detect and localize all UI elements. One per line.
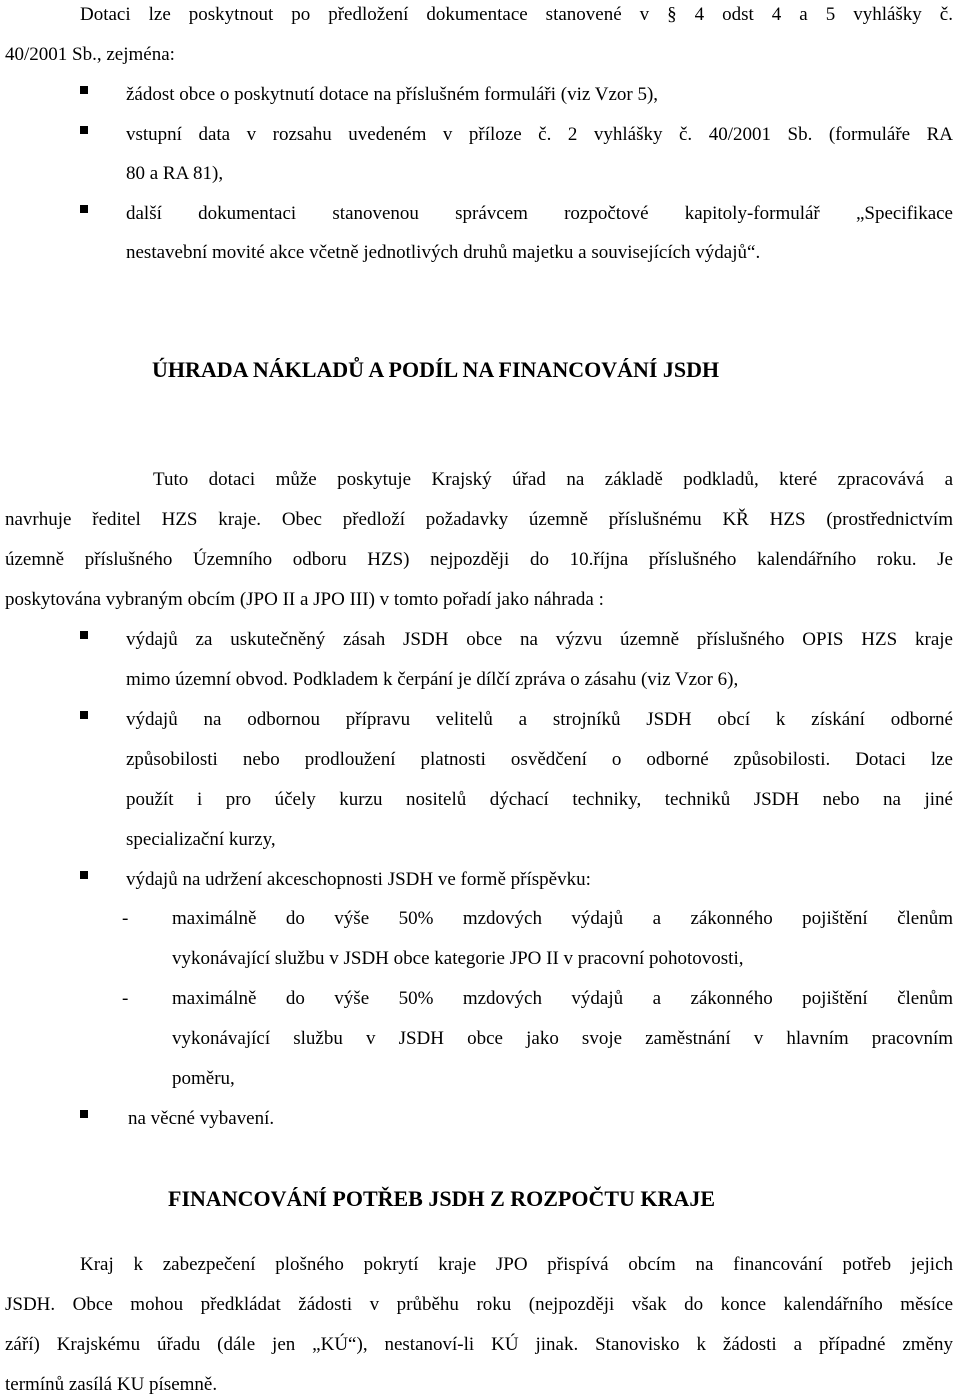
sub-item-2-line-1: maximálně do výše 50% mzdových výdajů a zákonného pojištění členům bbox=[172, 988, 953, 1009]
intro-line-1: Dotaci lze poskytnout po předložení dokumentace stanovené v § 4 odst 4 a 5 vyhlášky č. bbox=[80, 4, 953, 25]
dash-marker: - bbox=[122, 908, 129, 929]
para1-line-3: územně příslušného Územního odboru HZS) nejpozději do 10.října příslušného kalendářního roku. Je bbox=[5, 549, 953, 570]
bullet-icon bbox=[80, 711, 88, 719]
para1-line-2: navrhuje ředitel HZS kraje. Obec předloží požadavky územně příslušnému KŘ HZS (prostřednictvím bbox=[5, 509, 953, 530]
expense-item-2-line-3: použít i pro účely kurzu nositelů dýchací techniky, techniků JSDH nebo na jiné bbox=[126, 789, 953, 810]
expense-item-3-line-1: výdajů na udržení akceschopnosti JSDH ve formě příspěvku: bbox=[126, 869, 591, 890]
section-heading-financovani: FINANCOVÁNÍ POTŘEB JSDH Z ROZPOČTU KRAJE bbox=[168, 1186, 715, 1211]
expense-item-1-line-2: mimo územní obvod. Podkladem k čerpání je dílčí zpráva o zásahu (viz Vzor 6), bbox=[126, 669, 739, 690]
bullet-icon bbox=[80, 126, 88, 134]
docs-item-3-line-1: další dokumentaci stanovenou správcem rozpočtové kapitoly-formulář „Specifikace bbox=[126, 203, 953, 224]
para2-line-2: JSDH. Obce mohou předkládat žádosti v průběhu roku (nejpozději však do konce kalendářního měsíce bbox=[5, 1294, 953, 1315]
docs-item-2-line-2: 80 a RA 81), bbox=[126, 163, 224, 184]
dash-marker: - bbox=[122, 988, 129, 1009]
sub-item-2-line-2: vykonávající službu v JSDH obce jako svoje zaměstnání v hlavním pracovním bbox=[172, 1028, 953, 1049]
sub-item-2-line-3: poměru, bbox=[172, 1068, 235, 1089]
bullet-icon bbox=[80, 1110, 88, 1118]
expense-item-2-line-4: specializační kurzy, bbox=[126, 829, 276, 850]
sub-item-1-line-1: maximálně do výše 50% mzdových výdajů a zákonného pojištění členům bbox=[172, 908, 953, 929]
expense-item-4-line-1: na věcné vybavení. bbox=[128, 1108, 275, 1129]
bullet-icon bbox=[80, 205, 88, 213]
expense-item-2-line-2: způsobilosti nebo prodloužení platnosti osvědčení o odborné způsobilosti. Dotaci lze bbox=[126, 749, 953, 770]
para2-line-4: termínů zasílá KU písemně. bbox=[5, 1374, 218, 1395]
bullet-icon bbox=[80, 871, 88, 879]
docs-item-3-line-2: nestavební movité akce včetně jednotlivých druhů majetku a souvisejících výdajů“. bbox=[126, 242, 761, 263]
para2-line-1: Kraj k zabezpečení plošného pokrytí kraje JPO přispívá obcím na financování potřeb jejich bbox=[80, 1254, 953, 1275]
para2-line-3: září) Krajskému úřadu (dále jen „KÚ“), nestanoví-li KÚ jinak. Stanovisko k žádosti a případné změny bbox=[5, 1334, 953, 1355]
bullet-icon bbox=[80, 86, 88, 94]
docs-item-1: žádost obce o poskytnutí dotace na příslušném formuláři (viz Vzor 5), bbox=[126, 84, 659, 105]
bullet-icon bbox=[80, 631, 88, 639]
sub-item-1-line-2: vykonávající službu v JSDH obce kategorie JPO II v pracovní pohotovosti, bbox=[172, 948, 744, 969]
docs-item-2-line-1: vstupní data v rozsahu uvedeném v příloze č. 2 vyhlášky č. 40/2001 Sb. (formuláře RA bbox=[126, 124, 953, 145]
expense-item-1-line-1: výdajů za uskutečněný zásah JSDH obce na výzvu územně příslušného OPIS HZS kraje bbox=[126, 629, 953, 650]
expense-item-2-line-1: výdajů na odbornou přípravu velitelů a strojníků JSDH obcí k získání odborné bbox=[126, 709, 953, 730]
para1-line-1: Tuto dotaci může poskytuje Krajský úřad na základě podkladů, které zpracovává a bbox=[153, 469, 953, 490]
intro-line-2: 40/2001 Sb., zejména: bbox=[5, 44, 175, 65]
section-heading-uhrada: ÚHRADA NÁKLADŮ A PODÍL NA FINANCOVÁNÍ JSDH bbox=[152, 357, 720, 382]
para1-line-4: poskytována vybraným obcím (JPO II a JPO III) v tomto pořadí jako náhrada : bbox=[5, 589, 604, 610]
